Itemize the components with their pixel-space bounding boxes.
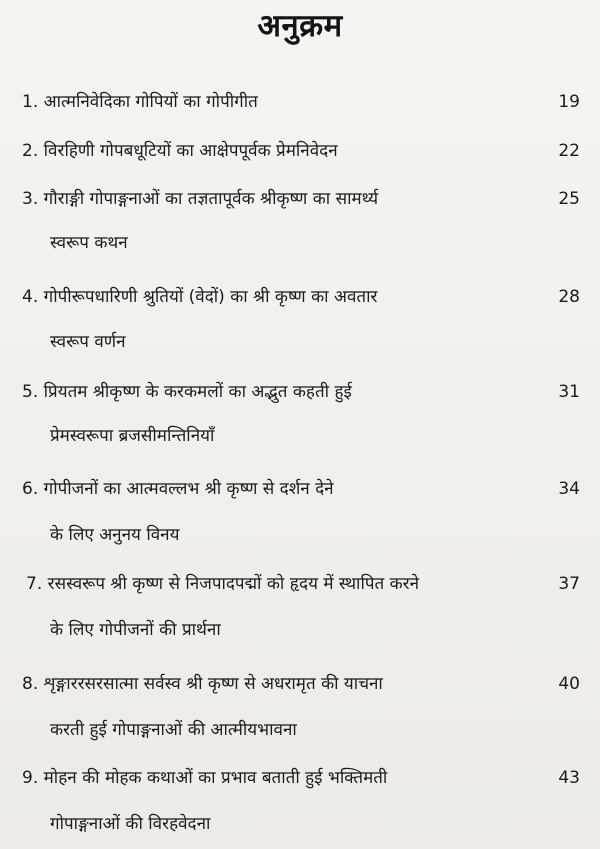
toc-entry-text: गोपीरूपधारिणी श्रुतियों (वेदों) का श्री कृष्ण का अवतार	[43, 287, 378, 307]
toc-entry-page-number: 31	[558, 382, 580, 402]
toc-entry-number: 1.	[22, 92, 39, 112]
toc-entry-number: 8.	[22, 674, 39, 694]
toc-entry-continuation: के लिए गोपीजनों की प्रार्थना	[50, 620, 221, 640]
toc-entry-title	[22, 90, 258, 114]
toc-entry-title	[26, 572, 419, 596]
toc-entry-page-number: 37	[558, 574, 580, 594]
toc-entry-title	[22, 766, 387, 790]
toc-entry-text: मोहन की मोहक कथाओं का प्रभाव बताती हुई भक्तिमती	[43, 768, 388, 788]
toc-entry-page-number: 22	[558, 141, 580, 161]
toc-entry-title	[22, 285, 377, 309]
page-title: अनुक्रम	[257, 8, 343, 44]
toc-entry-page-number: 28	[558, 287, 580, 307]
toc-entry-continuation: स्वरूप वर्णन	[50, 332, 126, 352]
toc-entry-number: 6.	[22, 479, 39, 499]
toc-entry-title	[22, 187, 378, 211]
toc-entry-number: 3.	[22, 189, 39, 209]
toc-entry-page-number: 43	[558, 768, 580, 788]
toc-entry-number: 5.	[22, 382, 39, 402]
toc-entry-continuation: गोपाङ्गनाओं की विरहवेदना	[50, 814, 211, 834]
toc-entry-text: गौराङ्गी गोपाङ्गनाओं का तज्ञतापूर्वक श्रीकृष्ण का सामर्थ्य	[43, 189, 379, 209]
toc-entry-number: 9.	[22, 768, 39, 788]
toc-entry-continuation: स्वरूप कथन	[50, 233, 128, 253]
toc-entry-text: आत्मनिवेदिका गोपियों का गोपीगीत	[43, 92, 258, 112]
toc-entry-title	[22, 477, 334, 501]
toc-entry-number: 2.	[22, 141, 39, 161]
toc-entry-continuation: प्रेमस्वरूपा ब्रजसीमन्तिनियाँ	[50, 426, 215, 446]
toc-entry-text: शृङ्गाररसरसात्मा सर्वस्व श्री कृष्ण से अधरामृत की याचना	[43, 674, 383, 694]
toc-entry-number: 7.	[26, 574, 43, 594]
toc-entry-text: गोपीजनों का आत्मवल्लभ श्री कृष्ण से दर्शन देने	[43, 479, 334, 499]
toc-entry-text: विरहिणी गोपबधूटियों का आक्षेपपूर्वक प्रेमनिवेदन	[43, 141, 338, 161]
toc-entry-title	[22, 672, 383, 696]
toc-entry-page-number: 25	[558, 189, 580, 209]
toc-entry-continuation: के लिए अनुनय विनय	[50, 525, 180, 545]
toc-entry-number: 4.	[22, 287, 39, 307]
toc-entry-title	[22, 139, 338, 163]
toc-entry-continuation: करती हुई गोपाङ्गनाओं की आत्मीयभावना	[50, 720, 297, 740]
toc-entry-page-number: 19	[558, 92, 580, 112]
toc-entry-text: प्रियतम श्रीकृष्ण के करकमलों का अद्भुत कहती हुई	[43, 382, 352, 402]
toc-entry-page-number: 40	[558, 674, 580, 694]
toc-entry-title	[22, 380, 352, 404]
toc-entry-page-number: 34	[558, 479, 580, 499]
toc-entry-text: रसस्वरूप श्री कृष्ण से निजपादपद्मों को हृदय में स्थापित करने	[47, 574, 420, 594]
